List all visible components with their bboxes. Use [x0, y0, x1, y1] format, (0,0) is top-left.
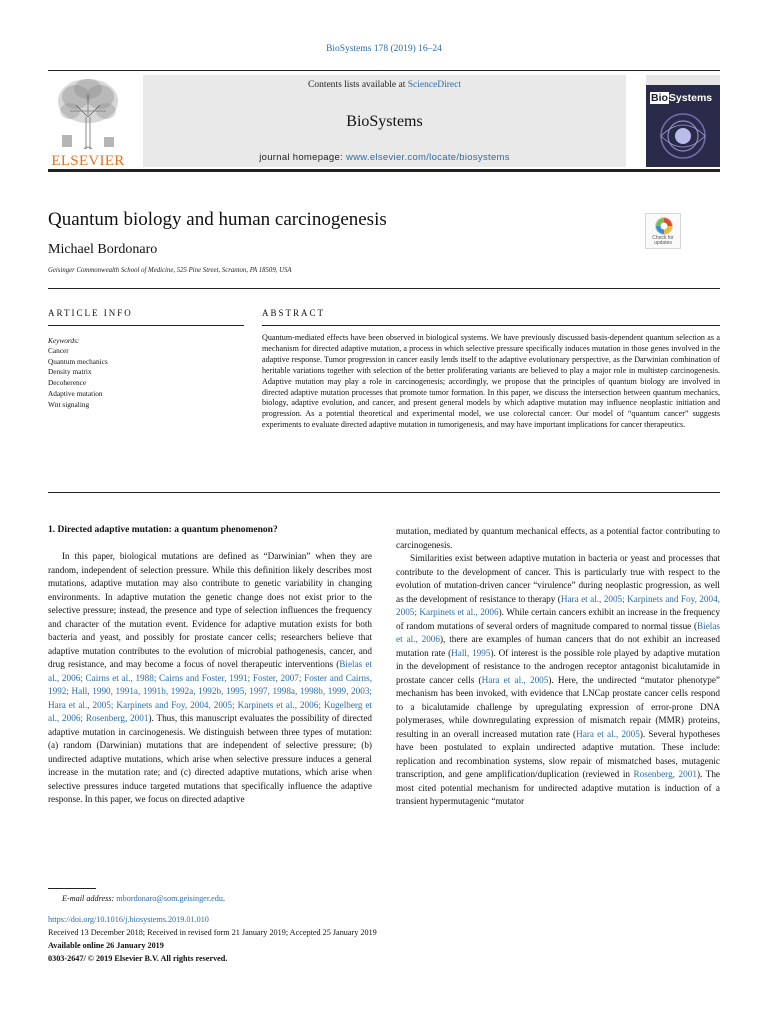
- journal-reference-link[interactable]: BioSystems 178 (2019) 16–24: [326, 44, 442, 54]
- contents-line: [143, 80, 626, 90]
- paragraph-text: ). Here, the undirected “mutator phenotype” mechanism has been invoked, with evidence that LNCap prostate cancer cells respond to a bicalutamide challenge by upregulating expression of error-prone DNA polymerases, while downregulating expression of mismatch repair (MMR) proteins, resulting in an overall increased mutation rate (: [396, 674, 720, 739]
- cover-title-bio: Bio: [651, 92, 668, 104]
- section-heading: 1. Directed adaptive mutation: a quantum phenomenon?: [48, 525, 278, 535]
- received-dates: Received 13 December 2018; Received in revised form 21 January 2019; Accepted 25 January 2019: [48, 928, 377, 937]
- keyword-item: Quantum mechanics: [48, 356, 108, 366]
- paragraph-text: In this paper, biological mutations are defined as “Darwinian” when they are random, independent of selection pressure. While this definition likely describes most mutations, adaptive mutation may also contribute to genetic variability in changing environments. In adaptive mutation the genetic change does not exist prior to the selective pressure; instead, the presence and type of selection influences the frequency and character of the mutation event. Evidence for adaptive mutation exists for both bacteria and yeast, and possibly for prostate cancer cells; researchers believe that adaptive mutation contributes to the evolution of microbial pathogenesis, cancer, and drug resistance, and may become a focus of novel therapeutic interventions (: [48, 551, 372, 669]
- body-right-column: [396, 525, 720, 809]
- homepage-line: [143, 152, 626, 163]
- homepage-prefix: journal homepage:: [259, 152, 343, 163]
- elsevier-wordmark: ELSEVIER: [51, 153, 125, 169]
- keyword-item: Cancer: [48, 346, 69, 355]
- citation-links[interactable]: Bielas et al., 2006; Cairns et al., 1988; Cairns and Foster, 1991; Foster, 2007; Foster and Cairns, 1992; Hall, 1990, 1991a, 1991b, 1992a, 1992b, 1995, 1997, 1998a, 1998b, 1999, 2003; Hara et al., 2005; Karpinets and Foy, 2004, 2005; Karpinets et al., 2006; Kugelberg et al., 2006; Rosenberg, 2001: [48, 659, 372, 723]
- cover-title: [650, 92, 712, 104]
- paragraph-text: ). Of interest is the possible role played by adaptive mutation in the development of resistance to the androgen receptor antagonist bicalutamide in prostate cancer cells (: [396, 647, 720, 685]
- abstract-bottom-divider: [48, 492, 720, 493]
- author-email-link[interactable]: mbordonaro@som.geisinger.edu: [116, 894, 223, 903]
- journal-name[interactable]: BioSystems: [346, 113, 423, 130]
- citation-link[interactable]: Hall, 1995: [451, 647, 491, 658]
- citation-link[interactable]: Rosenberg, 2001: [633, 769, 697, 779]
- citation-link[interactable]: Hara et al., 2005: [481, 674, 549, 685]
- paragraph-text: ). The most cited potential mechanism for undirected adaptive mutation is induction of a transient hypermutagenic “mutator: [396, 769, 720, 806]
- article-title: Quantum biology and human carcinogenesis: [48, 209, 387, 230]
- paragraph-text: ). Thus, this manuscript evaluates the possibility of directed adaptive mutation in carcinogenesis. We distinguish between three types of mutation: (a) random (Darwinian) mutations that are independent of selective pressure; (b) undirected adaptive mutations, which arise when selective pressure induces a general increase in the mutation rate; and (c) directed adaptive mutations, which arise when selective pressures induce targeted mutations that specifically influence the adaptive response. In this paper, we focus on directed adaptive: [48, 713, 372, 804]
- keyword-item: Wnt signaling: [48, 399, 90, 409]
- body-paragraph: [48, 550, 372, 807]
- check-for-updates-label: [646, 236, 680, 246]
- journal-masthead: [48, 70, 720, 172]
- keyword-item: Decoherence: [48, 378, 87, 388]
- footnote-email: [62, 894, 225, 903]
- keywords-label: Keywords:: [48, 336, 80, 345]
- check-for-updates-icon: [646, 215, 682, 237]
- citation-link[interactable]: Bielas et al., 2006: [396, 620, 720, 644]
- abstract-divider: [262, 325, 720, 326]
- elsevier-logo[interactable]: [48, 75, 128, 167]
- paragraph-text: ). While certain cancers exhibit an increase in the frequency of random mutations of several orders of magnitude compared to normal tissue (: [396, 607, 720, 631]
- cover-title-systems: Systems: [668, 92, 713, 104]
- footnote-divider: [48, 888, 96, 889]
- keyword-item: Density matrix: [48, 367, 92, 377]
- body-left-column: [48, 550, 372, 807]
- keyword-item: Adaptive mutation: [48, 388, 103, 398]
- abstract-text: Quantum-mediated effects have been observed in biological systems. We have previously discussed basis-dependent quantum selection as a mechanism for directed adaptive mutation, a process in which selective pressure specifically induces mutation in those genes involved in the adaptive response. Tumor progression in cancer easily lends itself to the adaptive evolutionary perspective, as the Darwinian combination of heritable variations together with selection of the better proliferating variants are believed to play a major role in multistep carcinogenesis. Adaptive mutation may play a role in carcinogenesis; accordingly, we propose that the principles of quantum biology are involved in directed adaptive mutation processes that promote tumor formation. In this paper, we discuss the intersection between quantum mechanics, biology, adaptive evolution, and cancer, and present general models by which adaptive mutation may influence neoplastic initiation and progression. As a potential theoretical and experimental model, we use colorectal cancer. Our model of “quantum cancer” suggests experiments to evaluate directed adaptive mutation in tumorigenesis, and may have important implications for cancer therapeutics.: [262, 333, 720, 430]
- cover-top-band: [646, 75, 720, 85]
- masthead-center-panel: [143, 75, 626, 167]
- journal-cover-thumbnail[interactable]: [646, 75, 720, 167]
- keywords-list: [48, 346, 108, 410]
- citation-link[interactable]: Hara et al., 2005: [576, 728, 640, 739]
- check-updates-line2: updates: [654, 240, 672, 246]
- check-updates-line1: Check for: [652, 235, 674, 241]
- paragraph-text: ), there are examples of human cancers that do not exhibit an increased mutation rate (: [396, 634, 720, 658]
- cover-art-image: [654, 109, 712, 163]
- check-for-updates-badge[interactable]: [645, 213, 681, 249]
- paragraph-text: ). Several hypotheses have been postulated to explain undirected adaptive mutation. These include: replication and recombination systems, slow repair of mismatched bases, mutagenic transcription, and gene amplification/duplication (reviewed in: [396, 728, 720, 779]
- article-info-heading: ARTICLE INFO: [48, 308, 133, 318]
- abstract-heading: ABSTRACT: [262, 308, 326, 318]
- author-affiliation: Geisinger Commonwealth School of Medicine, 525 Pine Street, Scranton, PA 18509, USA: [48, 267, 292, 274]
- elsevier-tree-icon: [48, 75, 128, 151]
- body-paragraph: [396, 552, 720, 809]
- email-end: .: [222, 894, 226, 903]
- doi-link[interactable]: https://doi.org/10.1016/j.biosystems.2019.01.010: [48, 915, 209, 924]
- article-author[interactable]: Michael Bordonaro: [48, 242, 158, 257]
- header-divider: [48, 288, 720, 289]
- article-info-divider: [48, 325, 244, 326]
- email-label: E-mail address:: [62, 894, 115, 903]
- citation-links[interactable]: Hara et al., 2005; Karpinets and Foy, 2004, 2005; Karpinets et al., 2006: [396, 593, 720, 617]
- body-paragraph: mutation, mediated by quantum mechanical effects, as a potential factor contributing to carcinogenesis.: [396, 526, 720, 550]
- copyright-line: 0303-2647/ © 2019 Elsevier B.V. All rights reserved.: [48, 954, 228, 963]
- paragraph-text: Similarities exist between adaptive mutation in bacteria or yeast and processes that contribute to the development of cancer. This is particularly true with respect to the evolution of mutation-driven cancer “virulence” during neoplastic progression, as well as the development of resistance to therapy (: [396, 553, 720, 604]
- available-online: Available online 26 January 2019: [48, 941, 164, 950]
- sciencedirect-link[interactable]: ScienceDirect: [407, 80, 461, 90]
- contents-prefix: Contents lists available at: [307, 80, 406, 90]
- journal-homepage-link[interactable]: www.elsevier.com/locate/biosystems: [345, 152, 510, 163]
